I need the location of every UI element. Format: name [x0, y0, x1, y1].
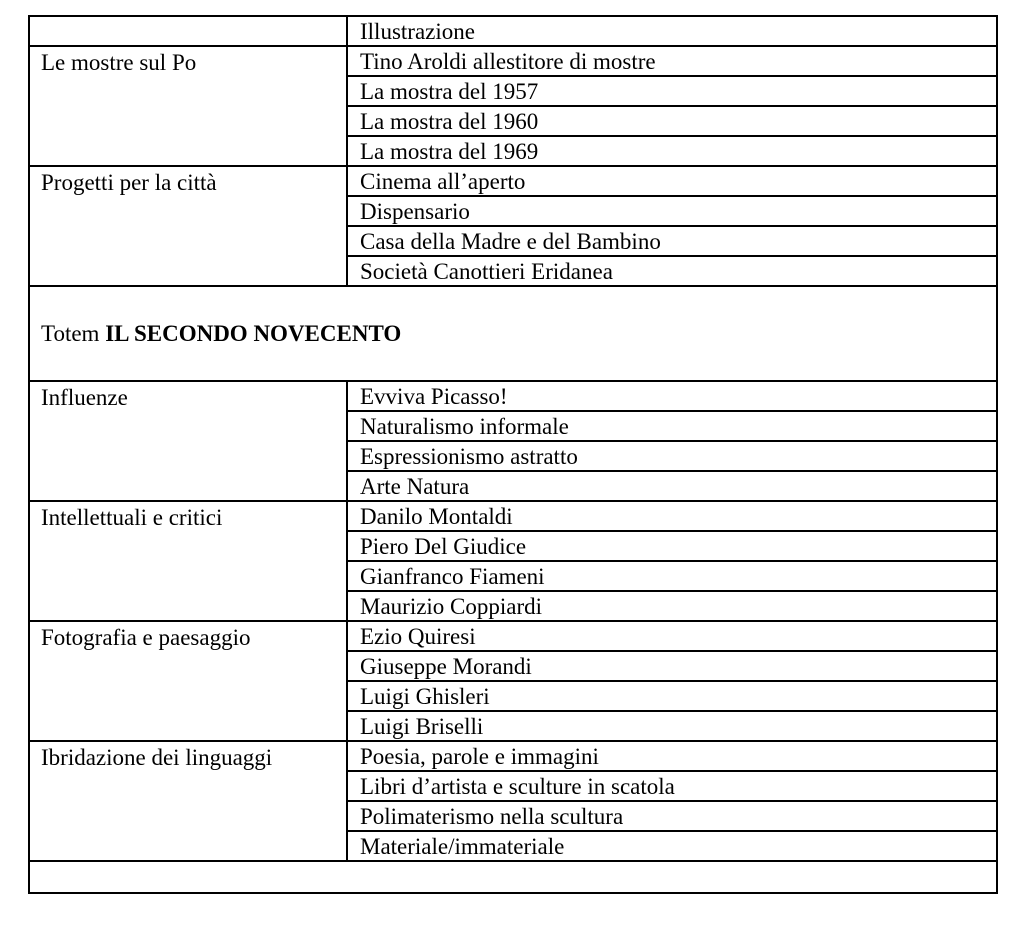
category-cell — [29, 501, 347, 621]
item-cell: La mostra del 1960 — [347, 106, 997, 136]
item-cell: Evviva Picasso! — [347, 381, 997, 411]
item-cell: Danilo Montaldi — [347, 501, 997, 531]
table-row-empty — [29, 861, 997, 893]
item-cell: Libri d’artista e sculture in scatola — [347, 771, 997, 801]
empty-cell — [29, 861, 997, 893]
category-label: Intellettuali e critici — [41, 505, 223, 530]
item-cell: Arte Natura — [347, 471, 997, 501]
category-cell — [29, 166, 347, 286]
item-cell: Cinema all’aperto — [347, 166, 997, 196]
item-cell: Poesia, parole e immagini — [347, 741, 997, 771]
category-cell — [29, 381, 347, 501]
category-cell — [29, 46, 347, 166]
item-cell: Giuseppe Morandi — [347, 651, 997, 681]
item-cell: Società Canottieri Eridanea — [347, 256, 997, 286]
item-cell: Gianfranco Fiameni — [347, 561, 997, 591]
item-cell: Polimaterismo nella scultura — [347, 801, 997, 831]
item-cell: Maurizio Coppiardi — [347, 591, 997, 621]
section-title: IL SECONDO NOVECENTO — [105, 320, 402, 346]
table-row — [29, 46, 997, 76]
table-row — [29, 501, 997, 531]
section-prefix: Totem — [41, 320, 100, 346]
table-row — [29, 621, 997, 651]
item-cell: Tino Aroldi allestitore di mostre — [347, 46, 997, 76]
item-cell: Espressionismo astratto — [347, 441, 997, 471]
category-label: Influenze — [41, 385, 128, 410]
category-cell-empty — [29, 16, 347, 46]
content-table — [28, 15, 998, 894]
item-cell: La mostra del 1969 — [347, 136, 997, 166]
item-cell: Materiale/immateriale — [347, 831, 997, 861]
item-cell: Illustrazione — [347, 16, 997, 46]
item-cell: Ezio Quiresi — [347, 621, 997, 651]
category-cell — [29, 741, 347, 861]
item-cell: Naturalismo informale — [347, 411, 997, 441]
item-cell: Piero Del Giudice — [347, 531, 997, 561]
item-cell: Casa della Madre e del Bambino — [347, 226, 997, 256]
table-row — [29, 381, 997, 411]
category-label: Ibridazione dei linguaggi — [41, 745, 273, 770]
table-row — [29, 16, 997, 46]
category-label: Le mostre sul Po — [41, 50, 197, 75]
table-row — [29, 166, 997, 196]
item-cell: Luigi Briselli — [347, 711, 997, 741]
category-cell — [29, 621, 347, 741]
table-row — [29, 741, 997, 771]
category-label: Fotografia e paesaggio — [41, 625, 251, 650]
item-cell: La mostra del 1957 — [347, 76, 997, 106]
category-label: Progetti per la città — [41, 170, 217, 195]
item-cell: Dispensario — [347, 196, 997, 226]
section-heading — [29, 286, 997, 381]
section-row — [29, 286, 997, 381]
item-cell: Luigi Ghisleri — [347, 681, 997, 711]
